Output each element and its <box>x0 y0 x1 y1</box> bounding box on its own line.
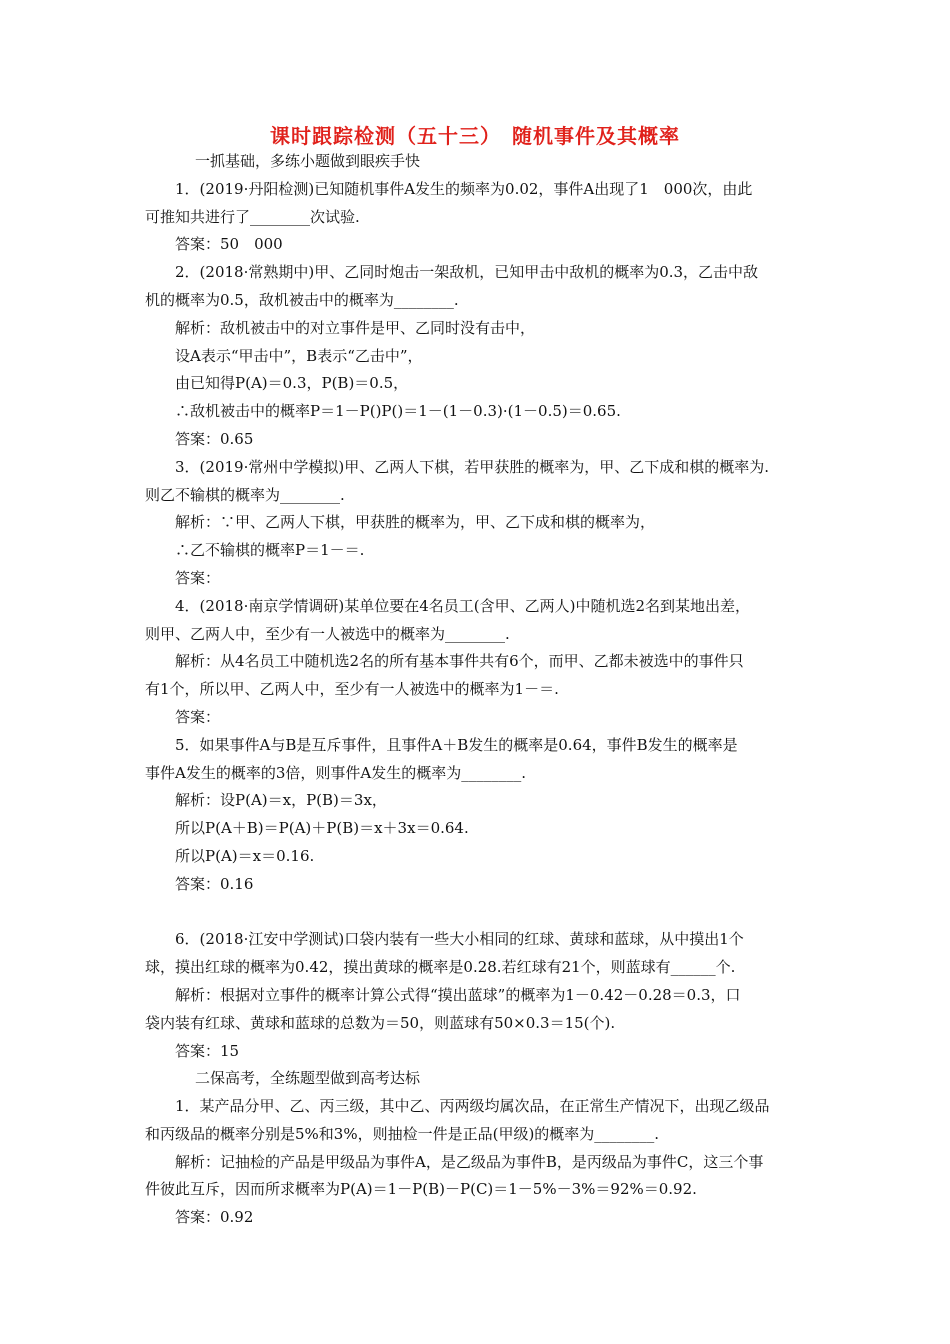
text-line: 事件A发生的概率的3倍，则事件A发生的概率为________. <box>145 763 526 782</box>
text-line: 则甲、乙两人中，至少有一人被选中的概率为________. <box>145 624 510 643</box>
text-line: 4．(2018·南京学情调研)某单位要在4名员工(含甲、乙两人)中随机选2名到某地出差， <box>175 596 750 615</box>
text-line: 有1个，所以甲、乙两人中，至少有一人被选中的概率为1－＝. <box>145 680 559 699</box>
text-line: 解析：设P(A)＝x，P(B)＝3x， <box>175 791 387 810</box>
text-line: 设A表示“甲击中”，B表示“乙击中”， <box>175 346 423 365</box>
text-line: 件彼此互斥，因而所求概率为P(A)＝1－P(B)－P(C)＝1－5%－3%＝92%＝0.92. <box>145 1180 697 1199</box>
text-line: 2．(2018·常熟期中)甲、乙同时炮击一架敌机，已知甲击中敌机的概率为0.3，乙击中敌 <box>175 263 759 282</box>
text-line: 袋内装有红球、黄球和蓝球的总数为＝50，则蓝球有50×0.3＝15(个). <box>145 1013 616 1032</box>
text-line: 1．(2019·丹阳检测)已知随机事件A发生的频率为0.02，事件A出现了1 000次，由此 <box>175 179 753 198</box>
text-line: 二保高考，全练题型做到高考达标 <box>195 1069 421 1088</box>
text-line: 答案：0.16 <box>175 874 254 893</box>
text-line: 所以P(A)＝x＝0.16. <box>175 846 315 865</box>
text-line: 答案：0.92 <box>175 1208 254 1227</box>
text-line: 和丙级品的概率分别是5%和3%，则抽检一件是正品(甲级)的概率为________. <box>145 1124 660 1143</box>
text-line: 5．如果事件A与B是互斥事件，且事件A＋B发生的概率是0.64，事件B发生的概率是 <box>175 735 738 754</box>
text-line: 则乙不输棋的概率为________. <box>145 485 345 504</box>
text-line: ∴乙不输棋的概率P＝1－＝. <box>175 541 365 560</box>
text-line: 解析：∵甲、乙两人下棋，甲获胜的概率为，甲、乙下成和棋的概率为， <box>175 513 656 532</box>
text-line: 一抓基础，多练小题做到眼疾手快 <box>195 152 421 170</box>
text-line: 答案：50 000 <box>175 235 283 254</box>
text-line: 解析：根据对立事件的概率计算公式得“摸出蓝球”的概率为1－0.42－0.28＝0.3，口 <box>175 985 741 1004</box>
page-title: 课时跟踪检测（五十三） 随机事件及其概率 <box>270 124 680 148</box>
text-line: 所以P(A＋B)＝P(A)＋P(B)＝x＋3x＝0.64. <box>175 819 469 838</box>
text-line: 答案：15 <box>175 1041 240 1060</box>
text-line: 解析：敌机被击中的对立事件是甲、乙同时没有击中， <box>175 318 536 337</box>
text-line: 3．(2019·常州中学模拟)甲、乙两人下棋，若甲获胜的概率为，甲、乙下成和棋的概率为. <box>175 457 769 476</box>
text-line: 答案： <box>175 568 221 587</box>
text-line: 解析：记抽检的产品是甲级品为事件A，是乙级品为事件B，是丙级品为事件C，这三个事 <box>175 1152 764 1171</box>
text-line: 答案：0.65 <box>175 429 254 448</box>
text-line: 由已知得P(A)＝0.3，P(B)＝0.5， <box>175 374 409 393</box>
text-line: 1．某产品分甲、乙、丙三级，其中乙、丙两级均属次品，在正常生产情况下，出现乙级品 <box>175 1097 770 1116</box>
text-line: 6．(2018·江安中学测试)口袋内装有一些大小相同的红球、黄球和蓝球，从中摸出1个 <box>175 930 744 949</box>
text-line: 机的概率为0.5，敌机被击中的概率为________. <box>145 290 459 309</box>
document-body <box>145 148 813 1232</box>
blank-line <box>145 899 813 927</box>
text-line: 可推知共进行了________次试验. <box>145 207 360 226</box>
text-line: 解析：从4名员工中随机选2名的所有基本事件共有6个，而甲、乙都未被选中的事件只 <box>175 652 744 671</box>
text-line: ∴敌机被击中的概率P＝1－P()P()＝1－(1－0.3)·(1－0.5)＝0.65. <box>175 402 621 421</box>
text-line: 球，摸出红球的概率为0.42，摸出黄球的概率是0.28.若红球有21个，则蓝球有______个. <box>145 958 736 977</box>
text-line: 答案： <box>175 707 221 726</box>
